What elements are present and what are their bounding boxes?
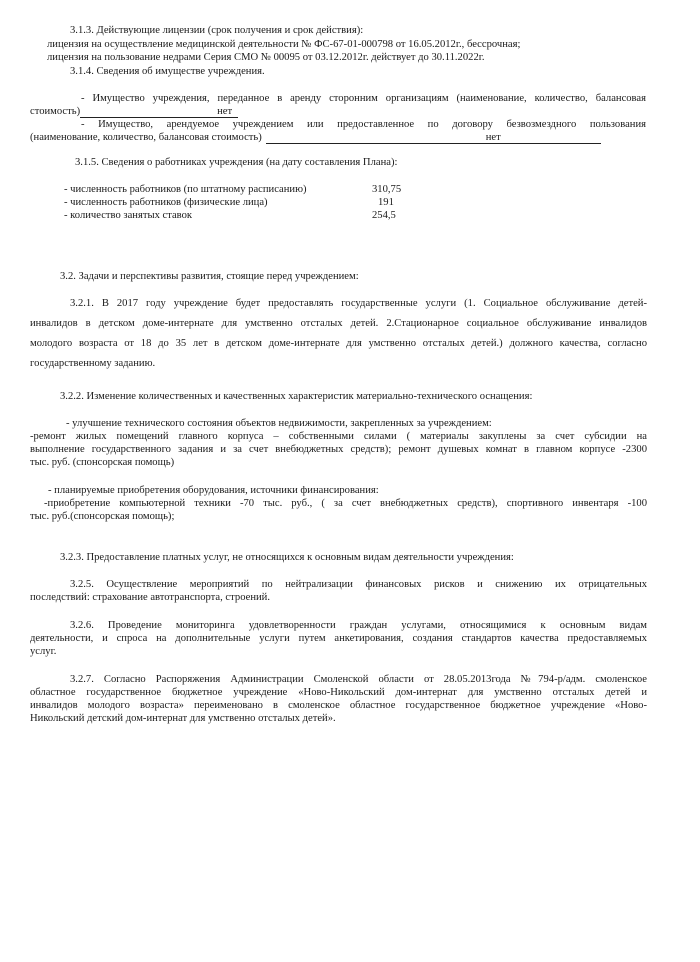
staff-row-individuals: [64, 196, 394, 209]
section-322-equipment-intro: - планируемые приобретения оборудования, источники финансирования:: [48, 485, 379, 496]
property-leased-label: стоимость): [30, 106, 81, 117]
section-326-line3: услуг.: [30, 646, 57, 657]
section-327-line2: областное государственное бюджетное учреждение «Ново-Никольский дом-интернат для умственно отсталых детей и: [30, 687, 647, 698]
section-321-line2: инвалидов в детском доме-интернате для умственно отсталых детей. 2.Стационарное социальное обслуживание инвалидов: [30, 318, 647, 329]
section-327-line3: инвалидов молодого возраста» переименовано в смоленское областное государственное бюджетное учреждение «Ново-: [30, 700, 647, 711]
staff-row-value: 191: [378, 197, 394, 208]
section-313-heading: 3.1.3. Действующие лицензии (срок получения и срок действия):: [70, 25, 364, 36]
section-322-equipment-line1: -приобретение компьютерной техники -70 тыс. руб., ( за счет внебюджетных средств), спортивного инвентаря -100: [44, 498, 647, 509]
property-leased-value-text: нет: [217, 106, 233, 117]
property-rented-line1: - Имущество, арендуемое учреждением или предоставленное по договору безвозмездного пользования: [81, 119, 646, 130]
section-327-line4: Никольский детский дом-интернат для умственно отсталых детей».: [30, 713, 336, 724]
staff-row-rates: [64, 209, 396, 222]
section-325-line1: 3.2.5. Осуществление мероприятий по нейтрализации финансовых рисков и снижению их отрицательных: [70, 579, 647, 590]
staff-row-value: 254,5: [372, 210, 396, 221]
property-rented-label: (наименование, количество, балансовая стоимость): [30, 132, 262, 143]
section-321-line1: 3.2.1. В 2017 году учреждение будет предоставлять государственные услуги (1. Социальное обслуживание детей-: [70, 298, 647, 309]
staff-row-label: - численность работников (физические лица): [64, 197, 268, 208]
section-326-line1: 3.2.6. Проведение мониторинга удовлетворенности граждан услугами, относящимися к основным видам: [70, 620, 647, 631]
license-subsoil-line: лицензия на пользование недрами Серия СМО № 00095 от 03.12.2012г. действует до 30.11.2022г.: [47, 52, 485, 63]
property-leased-line1: - Имущество учреждения, переданное в аренду сторонним организациям (наименование, количество, балансовая: [81, 93, 646, 104]
property-rented-value: [266, 131, 601, 144]
section-32-heading: 3.2. Задачи и перспективы развития, стоящие перед учреждением:: [60, 271, 359, 282]
section-314-heading: 3.1.4. Сведения об имуществе учреждения.: [70, 66, 265, 77]
section-323-heading: 3.2.3. Предоставление платных услуг, не относящихся к основным видам деятельности учреждения:: [60, 552, 514, 563]
property-leased-value: [80, 105, 238, 118]
staff-row-value: 310,75: [372, 184, 402, 195]
section-322-repair-line1: -ремонт жилых помещений главного корпуса – собственными силами ( материалы закуплены за счет субсидии на: [30, 431, 647, 442]
staff-row-establishment: [64, 183, 402, 196]
section-322-repair-line2: выполнение государственного задания и за счет внебюджетных средств); ремонт душевых комнат в главном корпусе -2300: [30, 444, 647, 455]
license-medical-line: лицензия на осуществление медицинской деятельности № ФС-67-01-000798 от 16.05.2012г., бессрочная;: [47, 39, 521, 50]
staff-row-label: - численность работников (по штатному расписанию): [64, 184, 307, 195]
section-327-line1: 3.2.7. Согласно Распоряжения Администрации Смоленской области от 28.05.2013года №794-р/адм. смоленское: [70, 674, 647, 685]
property-leased-line2: [30, 105, 238, 118]
section-321-line3: молодого возраста от 18 до 35 лет в детском доме-интернате для умственно отсталых детей.) должного качества, согласно: [30, 338, 647, 349]
staff-row-label: - количество занятых ставок: [64, 210, 193, 221]
section-315-heading: 3.1.5. Сведения о работниках учреждения (на дату составления Плана):: [75, 157, 398, 168]
section-322-equipment-line2: тыс. руб.(спонсорская помощь);: [30, 511, 175, 522]
section-322-heading: 3.2.2. Изменение количественных и качественных характеристик материально-технического оснащения:: [60, 391, 533, 402]
section-322-property-intro: - улучшение технического состояния объектов недвижимости, закрепленных за учреждением:: [66, 418, 492, 429]
property-rented-line2: [30, 131, 601, 144]
section-325-line2: последствий: страхование автотранспорта, строений.: [30, 592, 270, 603]
section-322-repair-line3: тыс. руб. (спонсорская помощь): [30, 457, 175, 468]
section-321-line4: государственному заданию.: [30, 358, 156, 369]
property-rented-value-text: нет: [485, 132, 501, 143]
section-326-line2: деятельности, и спроса на дополнительные услуги путем анкетирования, создания стандартов качества предоставляемых: [30, 633, 647, 644]
